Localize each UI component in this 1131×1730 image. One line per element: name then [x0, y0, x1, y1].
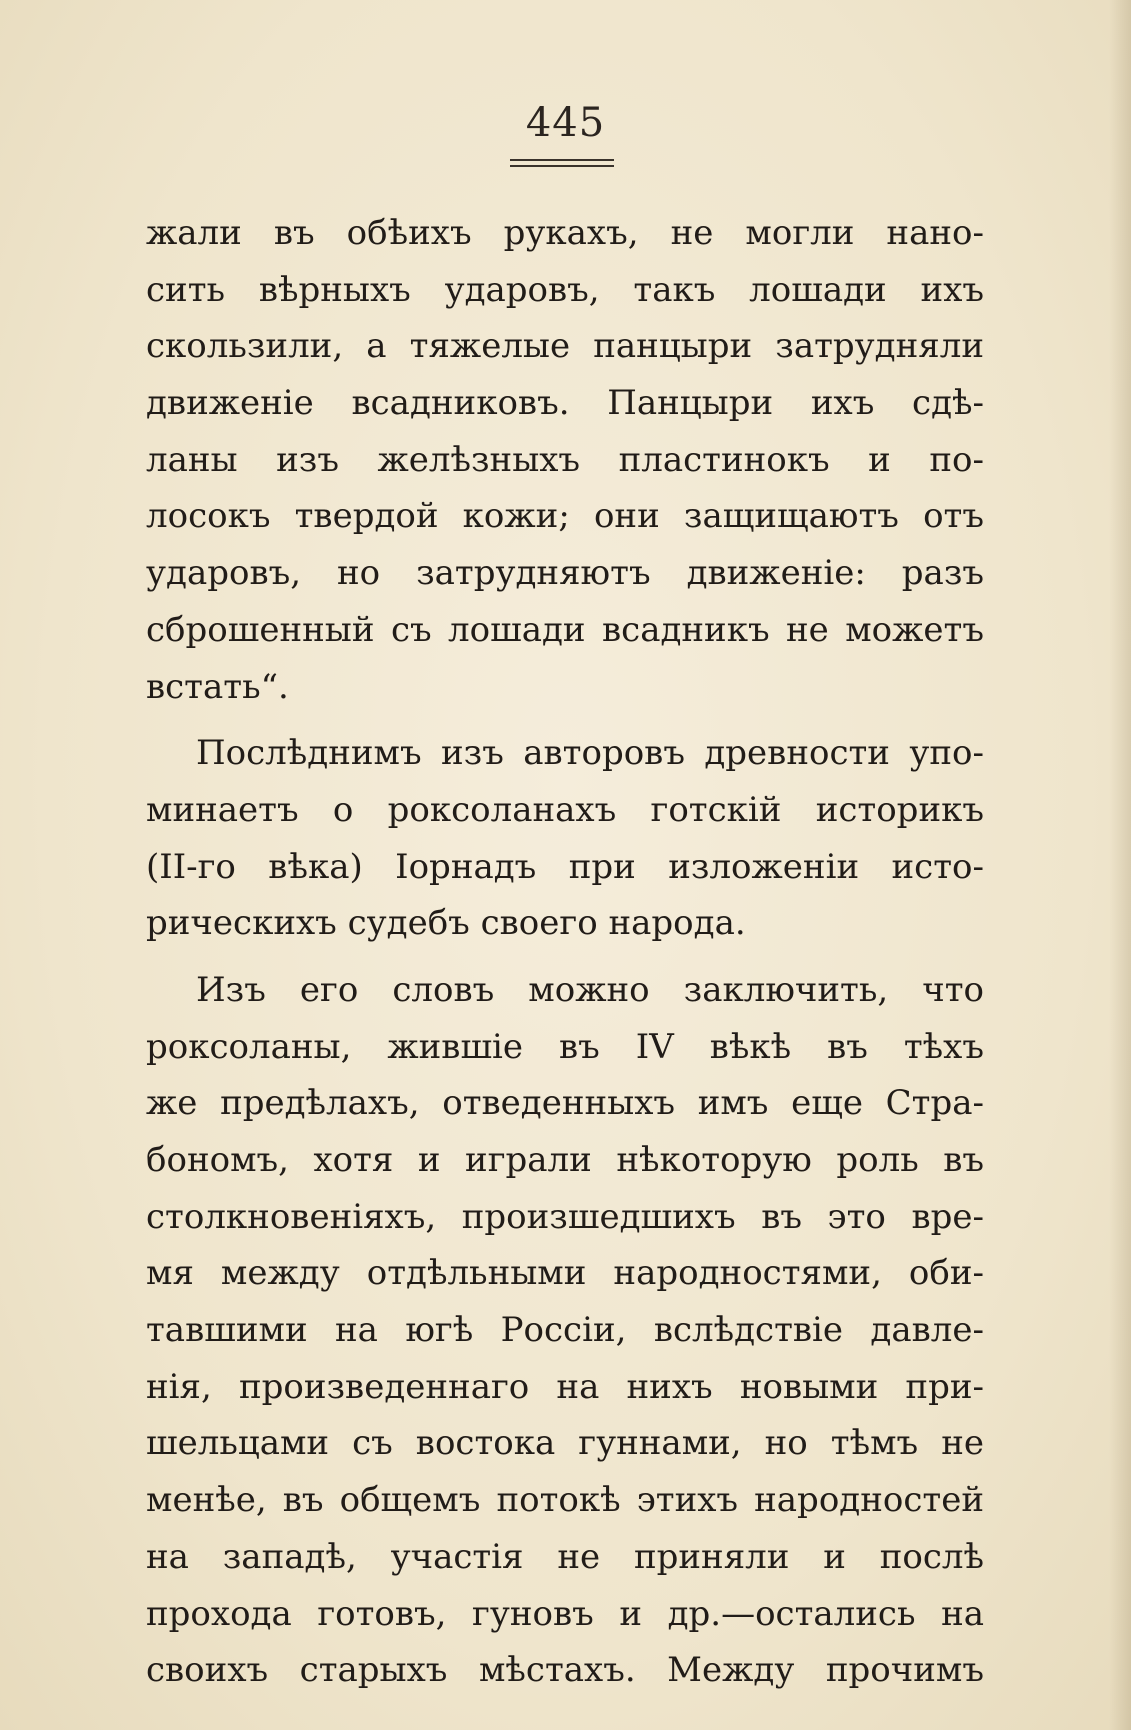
- text-line: ланы изъ желѣзныхъ пластинокъ и по-: [146, 439, 984, 480]
- body-text: [146, 205, 984, 1699]
- text-line: роксоланы, жившіе въ IV вѣкѣ въ тѣхъ: [146, 1026, 984, 1067]
- text-line: ударовъ, но затрудняютъ движеніе: разъ: [146, 553, 984, 594]
- text-line: Изъ его словъ можно заключить, что: [196, 969, 984, 1010]
- header-rule-bottom: [510, 165, 614, 167]
- text-line: сить вѣрныхъ ударовъ, такъ лошади ихъ: [146, 269, 984, 310]
- header-rule-top: [510, 159, 614, 161]
- text-line: нія, произведеннаго на нихъ новыми при-: [146, 1366, 984, 1407]
- text-line: на западѣ, участія не приняли и послѣ: [146, 1536, 984, 1577]
- page-number: 445: [525, 100, 606, 146]
- text-line: бономъ, хотя и играли нѣкоторую роль въ: [146, 1140, 984, 1180]
- text-line: рическихъ судебъ своего народа.: [146, 903, 746, 944]
- text-line: сброшенный съ лошади всадникъ не можетъ: [146, 609, 984, 650]
- paragraph-gap: [146, 715, 984, 725]
- text-line: Послѣднимъ изъ авторовъ древности упо-: [196, 733, 984, 774]
- text-line: (II-го вѣка) Іорнадъ при изложеніи исто-: [146, 846, 984, 887]
- paragraph-gap: [146, 952, 984, 962]
- text-line: своихъ старыхъ мѣстахъ. Между прочимъ: [146, 1650, 984, 1691]
- text-line: мя между отдѣльными народностями, оби-: [146, 1253, 984, 1294]
- text-line: шельцами съ востока гуннами, но тѣмъ не: [146, 1423, 984, 1464]
- text-line: лосокъ твердой кожи; они защищаютъ отъ: [146, 496, 984, 537]
- text-line: встать“.: [146, 666, 289, 707]
- text-line: жали въ обѣихъ рукахъ, не могли нано-: [146, 213, 984, 253]
- text-line: минаетъ о роксоланахъ готскій историкъ: [146, 789, 984, 830]
- text-line: движеніе всадниковъ. Панцыри ихъ сдѣ-: [146, 383, 984, 424]
- text-line: менѣе, въ общемъ потокѣ этихъ народностей: [146, 1480, 984, 1521]
- text-line: прохода готовъ, гуновъ и др.—остались на: [146, 1593, 984, 1634]
- page-edge-shadow: [1109, 0, 1131, 1730]
- text-line: скользили, а тяжелые панцыри затрудняли: [146, 326, 984, 367]
- text-line: тавшими на югѣ Россіи, вслѣдствіе давле-: [146, 1310, 984, 1351]
- text-line: столкновеніяхъ, произшедшихъ въ это вре-: [146, 1196, 984, 1237]
- text-line: же предѣлахъ, отведенныхъ имъ еще Стра-: [146, 1083, 984, 1124]
